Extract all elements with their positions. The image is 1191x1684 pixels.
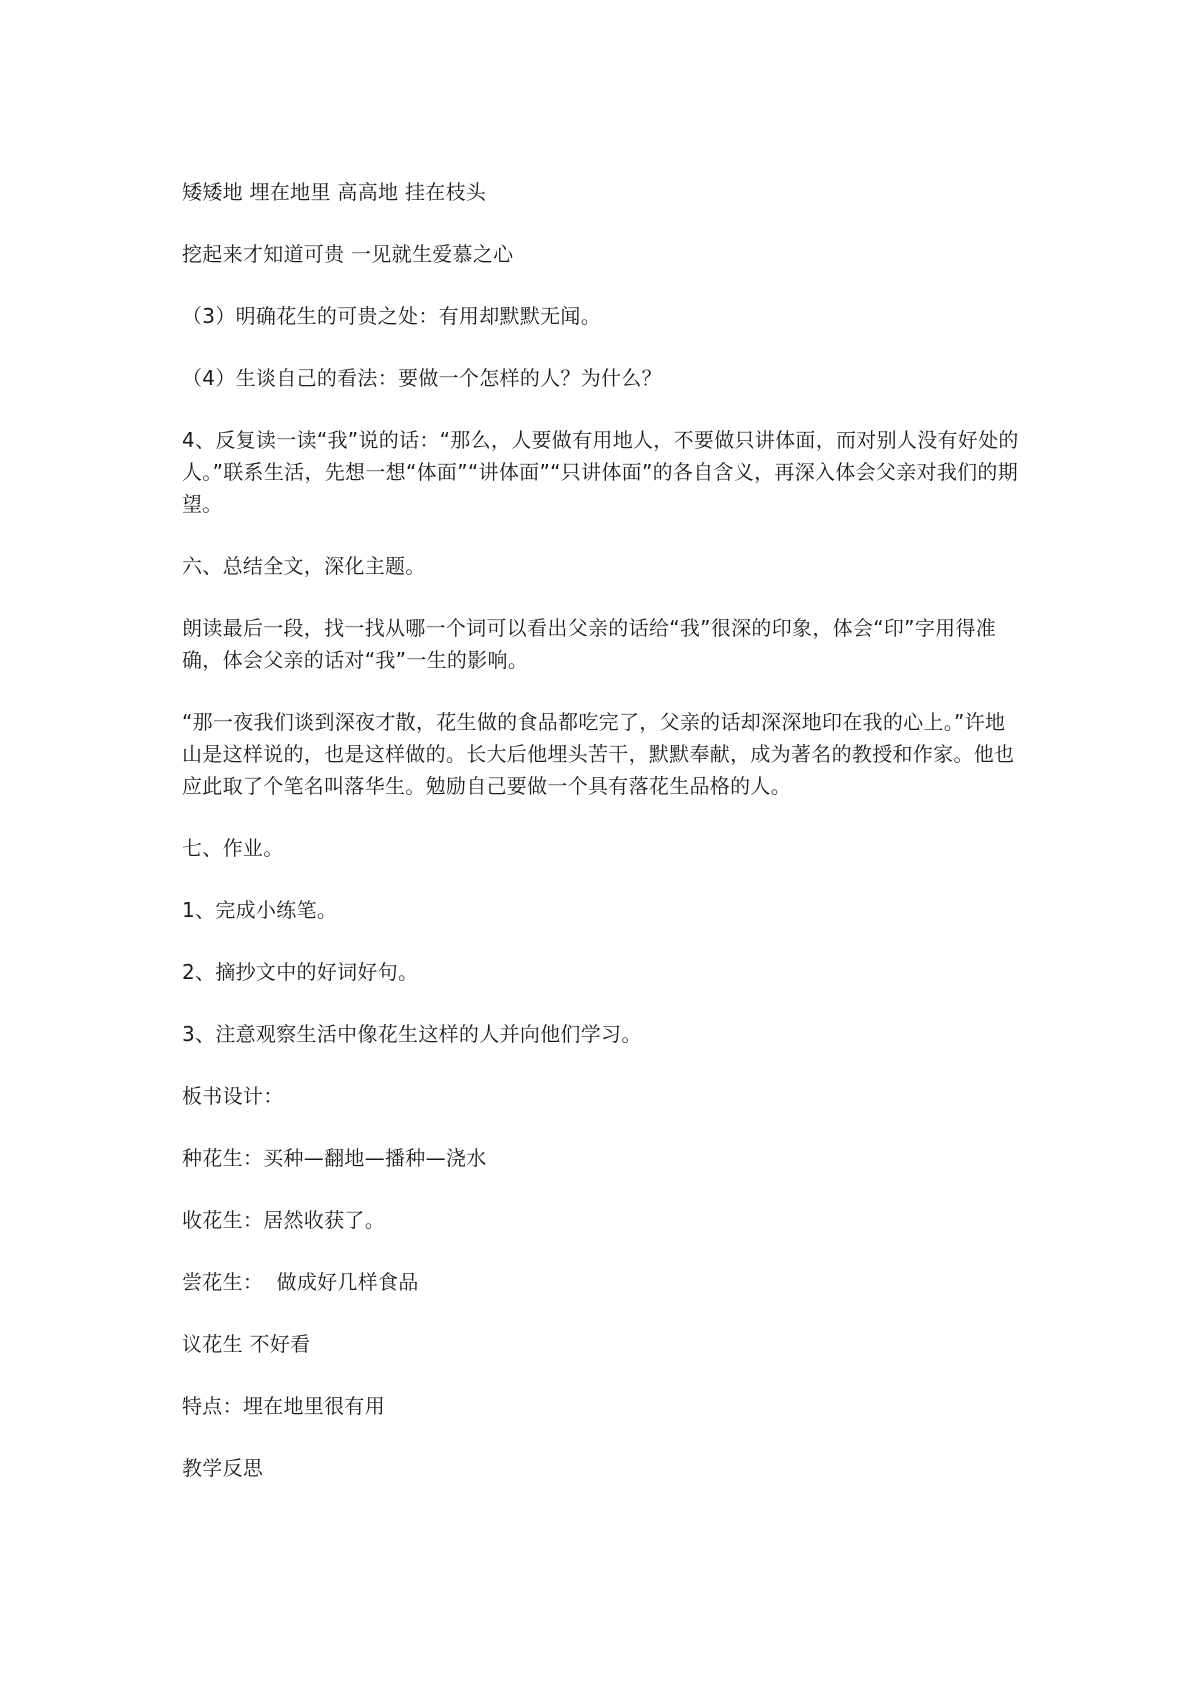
body-paragraph: 朗读最后一段，找一找从哪一个词可以看出父亲的话给“我”很深的印象，体会“印”字用得准确，体会父亲的话对“我”一生的影响。: [182, 616, 997, 672]
list-item: 1、完成小练笔。: [182, 898, 338, 922]
section-heading: 教学反思: [182, 1456, 264, 1480]
board-line: 议花生 不好看: [182, 1332, 311, 1356]
body-paragraph: 4、反复读一读“我”说的话：“那么，人要做有用地人，不要做只讲体面，而对别人没有好处的人。”联系生活，先想一想“体面”“讲体面”“只讲体面”的各自含义，再深入体会父亲对我们的期望。: [182, 428, 1019, 516]
section-heading: 七、作业。: [182, 836, 284, 860]
body-paragraph: 挖起来才知道可贵 一见就生爱慕之心: [182, 242, 514, 266]
board-line: 特点：埋在地里很有用: [182, 1394, 385, 1418]
body-paragraph: “那一夜我们谈到深夜才散，花生做的食品都吃完了，父亲的话却深深地印在我的心上。”许地山是这样说的，也是这样做的。长大后他埋头苦干，默默奉献，成为著名的教授和作家。他也应此取了个笔名叫落华生。勉励自己要做一个具有落花生品格的人。: [182, 710, 1015, 798]
list-item: 3、注意观察生活中像花生这样的人并向他们学习。: [182, 1022, 642, 1046]
document-body: [182, 176, 1022, 1514]
list-item: 2、摘抄文中的好词好句。: [182, 960, 419, 984]
board-line: 收花生：居然收获了。: [182, 1208, 385, 1232]
section-heading: 板书设计：: [182, 1084, 284, 1108]
body-paragraph: 矮矮地 埋在地里 高高地 挂在枝头: [182, 180, 487, 204]
section-heading: 六、总结全文，深化主题。: [182, 554, 426, 578]
board-line: 尝花生： 做成好几样食品: [182, 1270, 419, 1294]
body-paragraph: （4）生谈自己的看法：要做一个怎样的人？为什么？: [182, 366, 662, 390]
body-paragraph: （3）明确花生的可贵之处：有用却默默无闻。: [182, 304, 602, 328]
board-line: 种花生：买种—翻地—播种—浇水: [182, 1146, 487, 1170]
